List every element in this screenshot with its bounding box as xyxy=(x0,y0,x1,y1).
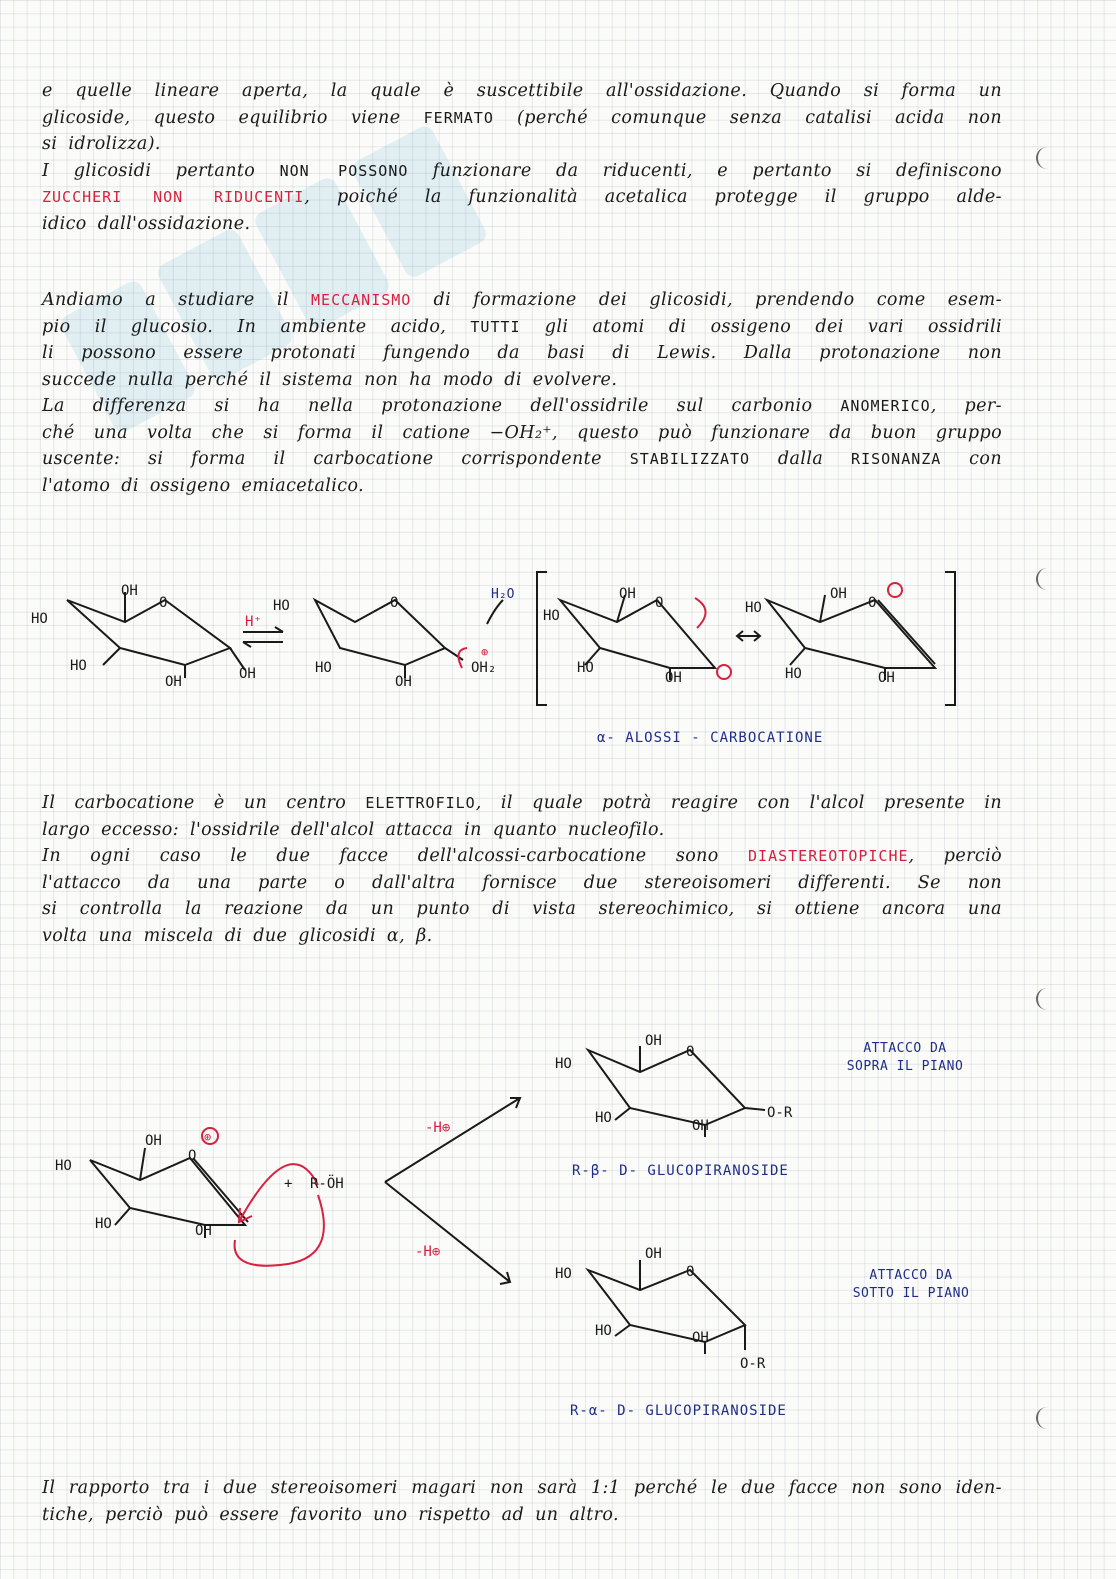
label-o: O xyxy=(686,1044,695,1060)
label-o: O xyxy=(686,1264,695,1280)
text-line: La differenza si ha nella protonazione dell'ossidrile sul carbonio ANOMERICO, per- xyxy=(42,396,1002,416)
text-line: Il rapporto tra i due stereoisomeri magari non sarà 1:1 perché le due facce non sono iden- xyxy=(42,1478,1002,1498)
label-alcohol: R-ÖH xyxy=(310,1176,344,1192)
text-line: volta una miscela di due glicosidi α, β. xyxy=(42,925,433,946)
label-o-r: O-R xyxy=(740,1356,766,1372)
text-line: largo eccesso: l'ossidrile dell'alcol attacca in quanto nucleofilo. xyxy=(42,819,665,840)
label-oh: OH xyxy=(692,1330,709,1346)
text-line: Andiamo a studiare il MECCANISMO di formazione dei glicosidi, prendendo come esem- xyxy=(42,290,1002,310)
text-line: idico dall'ossidazione. xyxy=(42,213,251,234)
emphasis-stabilizzato: STABILIZZATO xyxy=(629,450,751,468)
label-oh: OH xyxy=(145,1133,162,1149)
text-line: l'attacco da una parte o dall'altra fornisce due stereoisomeri differenti. Se non xyxy=(42,872,1002,893)
label-oh: OH xyxy=(619,586,636,602)
label-oh: OH xyxy=(645,1246,662,1262)
label-oh: OH xyxy=(878,670,895,686)
paragraph-electrophile xyxy=(42,790,1002,949)
label-oh: OH xyxy=(121,583,138,599)
text-line: pio il glucosio. In ambiente acido, TUTTI gli atomi di ossigeno dei vari ossidrili xyxy=(42,316,1002,337)
label-oh: OH xyxy=(195,1223,212,1239)
margin-mark xyxy=(1036,988,1052,1010)
label-ho: HO xyxy=(273,598,290,614)
paragraph-ratio xyxy=(42,1475,1002,1528)
label-ho: HO xyxy=(543,608,560,624)
keyword-zuccheri-non-riducenti: ZUCCHERI NON RIDUCENTI xyxy=(42,188,305,206)
text-line: tiche, perciò può essere favorito uno rispetto ad un altro. xyxy=(42,1504,619,1525)
text-line: uscente: si forma il carbocatione corrispondente STABILIZZATO dalla RISONANZA con xyxy=(42,449,1002,469)
label-oh: OH xyxy=(665,670,682,686)
label-ho: HO xyxy=(70,658,87,674)
text-line: glicoside, questo equilibrio viene FERMATO (perché comunque senza catalisi acida non xyxy=(42,107,1003,128)
plus-icon: ⊕ xyxy=(204,1130,212,1144)
margin-mark xyxy=(1036,568,1052,590)
label-ho: HO xyxy=(555,1056,572,1072)
text-line: ZUCCHERI NON RIDUCENTI, poiché la funzionalità acetalica protegge il gruppo alde- xyxy=(42,187,1002,207)
margin-mark xyxy=(1036,147,1052,169)
label-ho: HO xyxy=(315,660,332,676)
label-oh: OH xyxy=(395,674,412,690)
label-ho: HO xyxy=(577,660,594,676)
text-line: e quelle lineare aperta, la quale è suscettibile all'ossidazione. Quando si forma un xyxy=(42,81,1002,101)
label-oh: OH xyxy=(830,586,847,602)
label-oh: OH xyxy=(165,674,182,690)
emphasis-fermato: FERMATO xyxy=(423,108,494,127)
label-oh: OH xyxy=(645,1033,662,1049)
text-line: I glicosidi pertanto NON POSSONO funzionare da riducenti, e pertanto si definiscono xyxy=(42,160,1002,181)
text-line: In ogni caso le due facce dell'alcossi-carbocatione sono DIASTEREOTOPICHE, perciò xyxy=(42,846,1003,866)
emphasis-anomerico: ANOMERICO xyxy=(840,397,931,415)
margin-mark xyxy=(1036,1407,1052,1429)
note-attack-above: ATTACCO DA SOPRA IL PIANO xyxy=(846,1041,964,1074)
emphasis-risonanza: RISONANZA xyxy=(851,450,942,468)
label-ho: HO xyxy=(785,666,802,682)
label-alpha-glucopiranoside: R-α- D- GLUCOPIRANOSIDE xyxy=(570,1403,787,1419)
plus-icon: ⊕ xyxy=(481,645,489,659)
label-ho: HO xyxy=(55,1158,72,1174)
label-water: H₂O xyxy=(491,587,515,602)
text-line: l'atomo di ossigeno emiacetalico. xyxy=(42,475,365,496)
label-ho: HO xyxy=(95,1216,112,1232)
label-h-plus: H⁺ xyxy=(245,614,262,630)
text-line: si idrolizza). xyxy=(42,134,161,154)
label-ho: HO xyxy=(745,600,762,616)
label-alossi-carbocatione: α- ALOSSI - CARBOCATIONE xyxy=(597,730,824,746)
text-line: succede nulla perché il sistema non ha modo di evolvere. xyxy=(42,369,618,390)
label-oh2: OH₂ xyxy=(471,660,497,676)
paragraph-mechanism xyxy=(42,287,1002,499)
text-line: li possono essere protonati fungendo da basi di Lewis. Dalla protonazione non xyxy=(42,343,1002,363)
label-o: O xyxy=(159,595,168,611)
emphasis-elettrofilo: ELETTROFILO xyxy=(365,794,476,812)
label-ho: HO xyxy=(595,1323,612,1339)
label-ho: HO xyxy=(31,611,48,627)
label-o: O xyxy=(390,595,399,611)
mechanism-scheme-1 xyxy=(25,560,1025,760)
mechanism-scheme-2 xyxy=(40,1020,1000,1440)
emphasis-non-possono: NON POSSONO xyxy=(279,161,409,180)
note-attack-below: ATTACCO DA SOTTO IL PIANO xyxy=(852,1268,970,1301)
text-line: Il carbocatione è un centro ELETTROFILO, il quale potrà reagire con l'alcol presente in xyxy=(42,793,1002,813)
label-ho: HO xyxy=(595,1110,612,1126)
text-line: si controlla la reazione da un punto di vista stereochimico, si ottiene ancora una xyxy=(42,899,1002,919)
label-o: O xyxy=(868,595,877,611)
emphasis-tutti: TUTTI xyxy=(470,317,521,336)
label-o: O xyxy=(188,1148,197,1164)
label-plus: + xyxy=(284,1176,293,1192)
label-beta-glucopiranoside: R-β- D- GLUCOPIRANOSIDE xyxy=(572,1163,789,1179)
label-oh: OH xyxy=(239,666,256,682)
label-oh: OH xyxy=(692,1118,709,1134)
keyword-meccanismo: MECCANISMO xyxy=(311,291,412,309)
label-o: O xyxy=(655,595,664,611)
text-line: ché una volta che si forma il catione −OH₂⁺, questo può funzionare da buon gruppo xyxy=(42,422,1002,443)
label-minus-h: -H⊕ xyxy=(415,1244,441,1260)
keyword-diastereotopiche: DIASTEREOTOPICHE xyxy=(748,847,909,865)
label-o-r: O-R xyxy=(767,1105,793,1121)
label-ho: HO xyxy=(555,1266,572,1282)
label-minus-h: -H⊕ xyxy=(425,1120,451,1136)
paragraph-glycoside-stability xyxy=(42,78,1002,237)
